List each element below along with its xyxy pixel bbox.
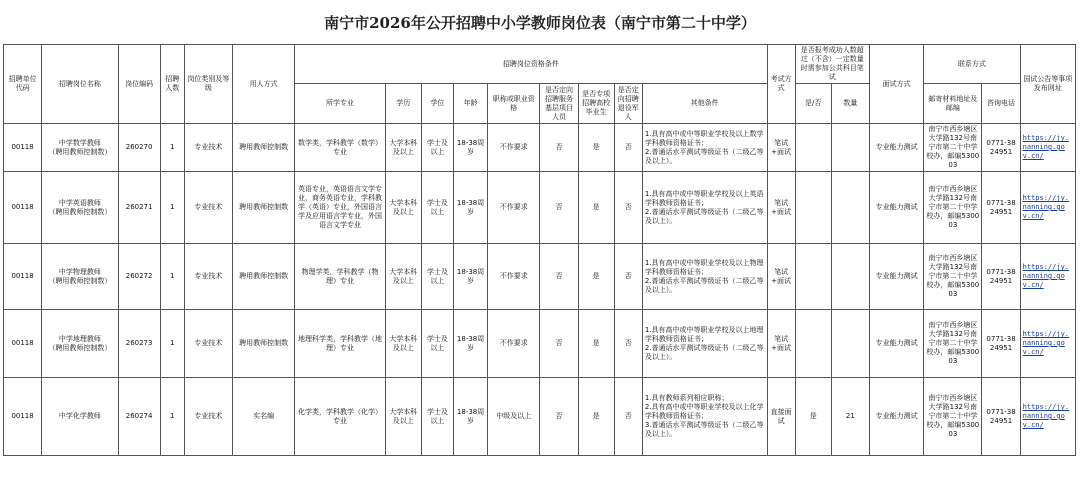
cell-unit-code: 00118 [4,310,42,378]
cell-age: 18-38周岁 [454,310,488,378]
cell-employment: 实名编 [233,378,295,456]
cell-post-name: 中学英语教师 （聘用教师控制数） [42,172,118,244]
cell-fixed2: 是 [578,172,614,244]
header-conditions: 招聘岗位资格条件 [295,45,767,84]
cell-fixed3: 否 [614,172,642,244]
cell-title-q: 不作要求 [488,172,540,244]
cell-num: 1 [160,378,184,456]
header-num: 招聘人数 [160,45,184,124]
cell-age: 18-38周岁 [454,172,488,244]
cell-num: 1 [160,172,184,244]
cell-age: 18-38周岁 [454,124,488,172]
header-contact: 联系方式 [924,45,1020,84]
header-post-category: 岗位类别及等级 [184,45,232,124]
cell-other: 1.具有高中或中等职业学校及以上数学学科教师资格证书； 2.普通话水平测试等级证书（二级乙等及以上）。 [642,124,767,172]
cell-edu: 大学本科及以上 [385,310,421,378]
cell-interview: 专业能力测试 [869,172,923,244]
cell-unit-code: 00118 [4,244,42,310]
cell-edu: 大学本科及以上 [385,172,421,244]
cell-post-code: 260270 [118,124,160,172]
header-other: 其他条件 [642,84,767,124]
header-exam: 考试方式 [767,45,795,124]
cell-major: 物理学类，学科教学（物理）专业 [295,244,385,310]
cell-other: 1.具有教师系列相应职称； 2.具有高中或中等职业学校及以上化学学科教师资格证书； 3.普通话水平测试等级证书（二级乙等及以上）。 [642,378,767,456]
header-post-code: 岗位编码 [118,45,160,124]
header-yes-no: 是/否 [795,84,831,124]
cell-unit-code: 00118 [4,124,42,172]
table-row [4,172,1076,244]
cell-post-category: 专业技术 [184,172,232,244]
page-title: 南宁市2026年公开招聘中小学教师岗位表（南宁市第二十中学） [324,13,756,32]
header-major: 所学专业 [295,84,385,124]
notice-link[interactable]: https://jy.nanning.gov.cn/ [1020,124,1075,172]
header-fixed3: 是否定向招聘退役军人 [614,84,642,124]
cell-phone: 0771-3824951 [982,172,1020,244]
cell-post-code: 260274 [118,378,160,456]
cell-post-name: 中学物理教师 （聘用教师控制数） [42,244,118,310]
cell-post-category: 专业技术 [184,378,232,456]
cell-num: 1 [160,124,184,172]
cell-other: 1.具有高中或中等职业学校及以上英语学科教师资格证书； 2.普通话水平测试等级证书（二级乙等及以上）。 [642,172,767,244]
notice-link[interactable]: https://jy.nanning.gov.cn/ [1020,244,1075,310]
header-fixed1: 是否定向招聘服务基层项目人员 [540,84,578,124]
cell-degree: 学士及以上 [421,244,453,310]
cell-exempt-count: 21 [831,378,869,456]
cell-post-code: 260271 [118,172,160,244]
header-title-q: 职称或职业资格 [488,84,540,124]
cell-exam: 笔试+面试 [767,172,795,244]
cell-num: 1 [160,310,184,378]
table-row [4,310,1076,378]
cell-degree: 学士及以上 [421,310,453,378]
header-post-name: 招聘岗位名称 [42,45,118,124]
cell-employment: 聘用教师控制数 [233,310,295,378]
cell-exempt-yes [795,124,831,172]
header-exempt: 是否报考成功人数超过（不含）一定数量时需参加公共科目笔试 [795,45,869,84]
header-notice: 国试公告等事项发布网址 [1020,45,1075,124]
cell-fixed2: 是 [578,310,614,378]
header-employment: 用人方式 [233,45,295,124]
cell-post-name: 中学地理教师 （聘用教师控制数） [42,310,118,378]
cell-fixed3: 否 [614,310,642,378]
cell-degree: 学士及以上 [421,378,453,456]
cell-exam: 直接面试 [767,378,795,456]
cell-major: 化学类，学科教学（化学）专业 [295,378,385,456]
cell-exempt-count [831,310,869,378]
cell-post-category: 专业技术 [184,310,232,378]
cell-address: 南宁市西乡塘区大学路132号南宁市第二十中学校办，邮编530003 [924,310,982,378]
cell-fixed1: 否 [540,378,578,456]
cell-other: 1.具有高中或中等职业学校及以上物理学科教师资格证书； 2.普通话水平测试等级证书（二级乙等及以上）。 [642,244,767,310]
cell-exempt-yes [795,310,831,378]
cell-unit-code: 00118 [4,172,42,244]
header-count: 数量 [831,84,869,124]
cell-fixed1: 否 [540,244,578,310]
cell-post-name: 中学数学教师 （聘用教师控制数） [42,124,118,172]
cell-edu: 大学本科及以上 [385,244,421,310]
header-age: 年龄 [454,84,488,124]
cell-degree: 学士及以上 [421,172,453,244]
cell-post-name: 中学化学教师 [42,378,118,456]
cell-fixed2: 是 [578,378,614,456]
header-edu: 学历 [385,84,421,124]
cell-exempt-yes [795,244,831,310]
cell-post-code: 260273 [118,310,160,378]
cell-edu: 大学本科及以上 [385,378,421,456]
header-phone: 咨询电话 [982,84,1020,124]
cell-title-q: 中级及以上 [488,378,540,456]
header-interview: 面试方式 [869,45,923,124]
cell-unit-code: 00118 [4,378,42,456]
notice-link[interactable]: https://jy.nanning.gov.cn/ [1020,378,1075,456]
cell-interview: 专业能力测试 [869,244,923,310]
cell-degree: 学士及以上 [421,124,453,172]
cell-fixed3: 否 [614,378,642,456]
cell-major: 数学类，学科教学（数学）专业 [295,124,385,172]
cell-title-q: 不作要求 [488,124,540,172]
notice-link[interactable]: https://jy.nanning.gov.cn/ [1020,172,1075,244]
cell-exempt-count [831,244,869,310]
cell-title-q: 不作要求 [488,310,540,378]
cell-employment: 聘用教师控制数 [233,172,295,244]
header-unit-code: 招聘单位代码 [4,45,42,124]
cell-address: 南宁市西乡塘区大学路132号南宁市第二十中学校办，邮编530003 [924,124,982,172]
cell-phone: 0771-3824951 [982,310,1020,378]
cell-post-category: 专业技术 [184,124,232,172]
job-positions-table [3,44,1076,456]
cell-phone: 0771-3824951 [982,244,1020,310]
cell-exam: 笔试+面试 [767,124,795,172]
cell-fixed2: 是 [578,244,614,310]
cell-title-q: 不作要求 [488,244,540,310]
cell-major: 英语专业，英语语言文学专业，商务英语专业，学科教学（英语）专业，外国语言学及应用语言学专业，外国语言文学专业 [295,172,385,244]
cell-exam: 笔试+面试 [767,244,795,310]
table-row [4,378,1076,456]
cell-post-code: 260272 [118,244,160,310]
cell-post-category: 专业技术 [184,244,232,310]
cell-major: 地理科学类，学科教学（地理）专业 [295,310,385,378]
cell-exempt-yes: 是 [795,378,831,456]
cell-fixed3: 否 [614,244,642,310]
cell-employment: 聘用教师控制数 [233,124,295,172]
cell-address: 南宁市西乡塘区大学路132号南宁市第二十中学校办，邮编530003 [924,244,982,310]
cell-num: 1 [160,244,184,310]
cell-fixed3: 否 [614,124,642,172]
cell-interview: 专业能力测试 [869,310,923,378]
cell-fixed1: 否 [540,172,578,244]
cell-other: 1.具有高中或中等职业学校及以上地理学科教师资格证书； 2.普通话水平测试等级证书（二级乙等及以上）。 [642,310,767,378]
table-row [4,244,1076,310]
cell-exempt-count [831,172,869,244]
cell-edu: 大学本科及以上 [385,124,421,172]
cell-age: 18-38周岁 [454,244,488,310]
cell-fixed2: 是 [578,124,614,172]
cell-fixed1: 否 [540,310,578,378]
cell-phone: 0771-3824951 [982,124,1020,172]
cell-employment: 聘用教师控制数 [233,244,295,310]
header-fixed2: 是否专项招聘高校毕业生 [578,84,614,124]
cell-age: 18-38周岁 [454,378,488,456]
cell-phone: 0771-3824951 [982,378,1020,456]
cell-exempt-yes [795,172,831,244]
header-degree: 学位 [421,84,453,124]
cell-exam: 笔试+面试 [767,310,795,378]
cell-address: 南宁市西乡塘区大学路132号南宁市第二十中学校办，邮编530003 [924,378,982,456]
cell-fixed1: 否 [540,124,578,172]
cell-address: 南宁市西乡塘区大学路132号南宁市第二十中学校办，邮编530003 [924,172,982,244]
table-row [4,124,1076,172]
notice-link[interactable]: https://jy.nanning.gov.cn/ [1020,310,1075,378]
cell-interview: 专业能力测试 [869,378,923,456]
cell-interview: 专业能力测试 [869,124,923,172]
header-address: 邮寄材料地址及邮编 [924,84,982,124]
cell-exempt-count [831,124,869,172]
